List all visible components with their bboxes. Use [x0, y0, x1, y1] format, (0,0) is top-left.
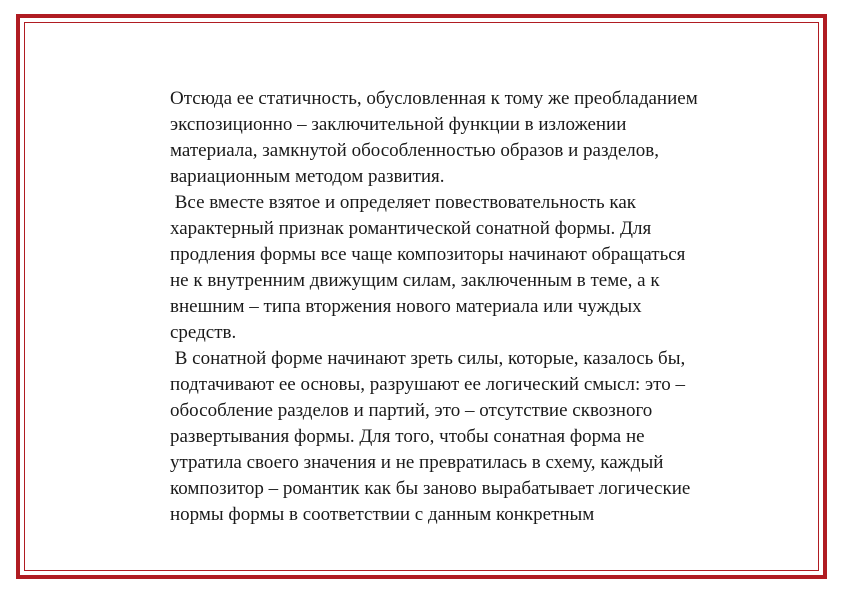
text-line: утратила своего значения и не превратилась в схему, каждый — [170, 452, 664, 473]
text-line: развертывания формы. Для того, чтобы сонатная форма не — [170, 426, 645, 447]
text-line: материала, замкнутой обособленностью образов и разделов, — [170, 140, 659, 161]
text-line: Все вместе взятое и определяет повествовательность как — [170, 192, 636, 213]
text-line: вариационным методом развития. — [170, 166, 445, 187]
text-line: обособление разделов и партий, это – отсутствие сквозного — [170, 400, 653, 421]
text-line: композитор – романтик как бы заново вырабатывает логические — [170, 478, 691, 499]
body-text — [170, 86, 810, 528]
text-line: не к внутренним движущим силам, заключенным в теме, а к — [170, 270, 660, 291]
text-line: нормы формы в соответствии с данным конкретным — [170, 504, 595, 525]
text-line: средств. — [170, 322, 237, 343]
text-line: характерный признак романтической сонатной формы. Для — [170, 218, 652, 239]
text-line: Отсюда ее статичность, обусловленная к тому же преобладанием — [170, 88, 698, 109]
text-line: экспозиционно – заключительной функции в изложении — [170, 114, 627, 135]
text-line: внешним – типа вторжения нового материала или чуждых — [170, 296, 642, 317]
text-line: подтачивают ее основы, разрушают ее логический смысл: это – — [170, 374, 685, 395]
text-line: продления формы все чаще композиторы начинают обращаться — [170, 244, 686, 265]
text-line: В сонатной форме начинают зреть силы, которые, казалось бы, — [170, 348, 686, 369]
